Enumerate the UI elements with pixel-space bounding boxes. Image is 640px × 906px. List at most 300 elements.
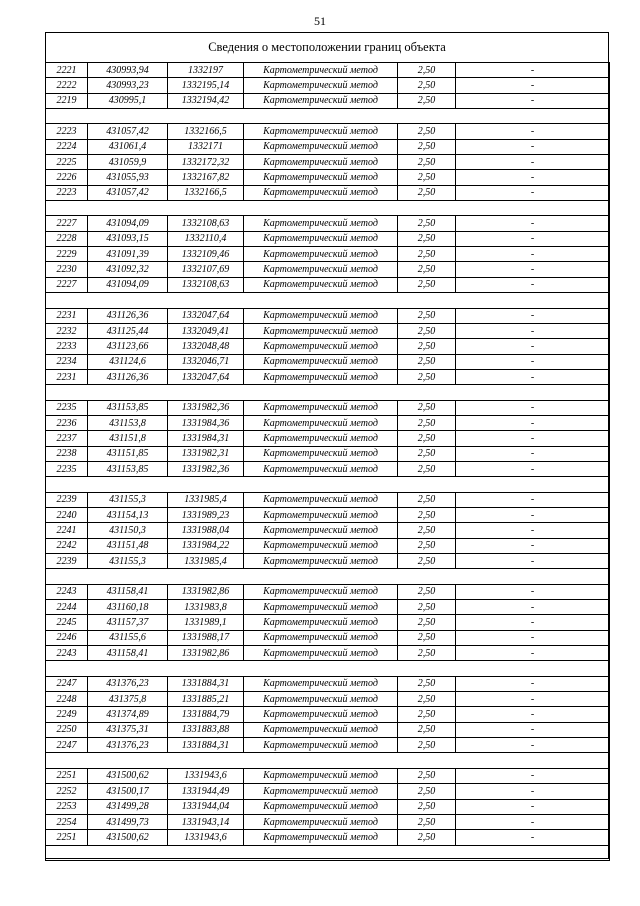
method-cell: Картометрический метод xyxy=(244,155,398,170)
description-cell: - xyxy=(456,676,610,691)
point-number-cell: 2251 xyxy=(46,768,88,783)
group-separator-row xyxy=(46,477,610,492)
separator-cell xyxy=(168,753,244,768)
x-coordinate-cell: 431061,4 xyxy=(88,139,168,154)
group-separator-row xyxy=(46,753,610,768)
table-row xyxy=(46,461,610,476)
method-cell: Картометрический метод xyxy=(244,339,398,354)
point-number-cell: 2245 xyxy=(46,615,88,630)
accuracy-cell: 2,50 xyxy=(398,231,456,246)
description-cell: - xyxy=(456,584,610,599)
table-row xyxy=(46,692,610,707)
boundary-coordinates-table xyxy=(45,62,610,861)
x-coordinate-cell: 431157,37 xyxy=(88,615,168,630)
separator-cell xyxy=(88,569,168,584)
x-coordinate-cell: 431153,85 xyxy=(88,461,168,476)
method-cell: Картометрический метод xyxy=(244,630,398,645)
separator-cell xyxy=(398,753,456,768)
table-row xyxy=(46,768,610,783)
accuracy-cell: 2,50 xyxy=(398,247,456,262)
x-coordinate-cell: 431375,31 xyxy=(88,722,168,737)
y-coordinate-cell: 1331985,4 xyxy=(168,492,244,507)
point-number-cell: 2253 xyxy=(46,799,88,814)
x-coordinate-cell: 431153,8 xyxy=(88,415,168,430)
x-coordinate-cell: 431376,23 xyxy=(88,676,168,691)
point-number-cell: 2247 xyxy=(46,676,88,691)
method-cell: Картометрический метод xyxy=(244,170,398,185)
method-cell: Картометрический метод xyxy=(244,446,398,461)
point-number-cell: 2223 xyxy=(46,185,88,200)
y-coordinate-cell: 1332110,4 xyxy=(168,231,244,246)
accuracy-cell: 2,50 xyxy=(398,262,456,277)
y-coordinate-cell: 1332048,48 xyxy=(168,339,244,354)
separator-cell xyxy=(168,293,244,308)
separator-cell xyxy=(398,845,456,860)
method-cell: Картометрический метод xyxy=(244,277,398,292)
separator-cell xyxy=(244,109,398,124)
accuracy-cell: 2,50 xyxy=(398,78,456,93)
accuracy-cell: 2,50 xyxy=(398,216,456,231)
x-coordinate-cell: 430993,94 xyxy=(88,63,168,78)
point-number-cell: 2231 xyxy=(46,308,88,323)
y-coordinate-cell: 1331984,31 xyxy=(168,431,244,446)
description-cell: - xyxy=(456,799,610,814)
table-row xyxy=(46,615,610,630)
point-number-cell: 2240 xyxy=(46,507,88,522)
accuracy-cell: 2,50 xyxy=(398,507,456,522)
x-coordinate-cell: 431500,62 xyxy=(88,830,168,845)
table-row xyxy=(46,185,610,200)
table-row xyxy=(46,722,610,737)
description-cell: - xyxy=(456,461,610,476)
accuracy-cell: 2,50 xyxy=(398,155,456,170)
method-cell: Картометрический метод xyxy=(244,600,398,615)
method-cell: Картометрический метод xyxy=(244,93,398,108)
separator-cell xyxy=(398,109,456,124)
separator-cell xyxy=(456,385,610,400)
point-number-cell: 2230 xyxy=(46,262,88,277)
point-number-cell: 2231 xyxy=(46,369,88,384)
x-coordinate-cell: 431126,36 xyxy=(88,369,168,384)
point-number-cell: 2222 xyxy=(46,78,88,93)
method-cell: Картометрический метод xyxy=(244,523,398,538)
point-number-cell: 2232 xyxy=(46,323,88,338)
y-coordinate-cell: 1332108,63 xyxy=(168,216,244,231)
y-coordinate-cell: 1331984,22 xyxy=(168,538,244,553)
method-cell: Картометрический метод xyxy=(244,584,398,599)
y-coordinate-cell: 1331982,86 xyxy=(168,646,244,661)
description-cell: - xyxy=(456,738,610,753)
y-coordinate-cell: 1332107,69 xyxy=(168,262,244,277)
separator-cell xyxy=(456,477,610,492)
separator-cell xyxy=(244,569,398,584)
accuracy-cell: 2,50 xyxy=(398,738,456,753)
method-cell: Картометрический метод xyxy=(244,707,398,722)
group-separator-row xyxy=(46,109,610,124)
description-cell: - xyxy=(456,185,610,200)
point-number-cell: 2246 xyxy=(46,630,88,645)
point-number-cell: 2242 xyxy=(46,538,88,553)
accuracy-cell: 2,50 xyxy=(398,415,456,430)
description-cell: - xyxy=(456,431,610,446)
x-coordinate-cell: 431124,6 xyxy=(88,354,168,369)
y-coordinate-cell: 1332167,82 xyxy=(168,170,244,185)
accuracy-cell: 2,50 xyxy=(398,722,456,737)
description-cell: - xyxy=(456,784,610,799)
table-row xyxy=(46,814,610,829)
table-row xyxy=(46,124,610,139)
separator-cell xyxy=(398,201,456,216)
description-cell: - xyxy=(456,446,610,461)
description-cell: - xyxy=(456,615,610,630)
x-coordinate-cell: 431093,15 xyxy=(88,231,168,246)
accuracy-cell: 2,50 xyxy=(398,554,456,569)
separator-cell xyxy=(456,293,610,308)
separator-cell xyxy=(244,293,398,308)
description-cell: - xyxy=(456,78,610,93)
y-coordinate-cell: 1331985,4 xyxy=(168,554,244,569)
separator-cell xyxy=(398,477,456,492)
method-cell: Картометрический метод xyxy=(244,692,398,707)
separator-cell xyxy=(244,385,398,400)
point-number-cell: 2247 xyxy=(46,738,88,753)
accuracy-cell: 2,50 xyxy=(398,170,456,185)
separator-cell xyxy=(456,201,610,216)
point-number-cell: 2234 xyxy=(46,354,88,369)
x-coordinate-cell: 431375,8 xyxy=(88,692,168,707)
y-coordinate-cell: 1332195,14 xyxy=(168,78,244,93)
x-coordinate-cell: 430995,1 xyxy=(88,93,168,108)
method-cell: Картометрический метод xyxy=(244,308,398,323)
point-number-cell: 2228 xyxy=(46,231,88,246)
description-cell: - xyxy=(456,247,610,262)
x-coordinate-cell: 431499,73 xyxy=(88,814,168,829)
x-coordinate-cell: 431153,85 xyxy=(88,400,168,415)
y-coordinate-cell: 1331944,04 xyxy=(168,799,244,814)
x-coordinate-cell: 431091,39 xyxy=(88,247,168,262)
x-coordinate-cell: 431155,3 xyxy=(88,492,168,507)
method-cell: Картометрический метод xyxy=(244,738,398,753)
coordinates-table-body xyxy=(46,63,610,861)
description-cell: - xyxy=(456,692,610,707)
method-cell: Картометрический метод xyxy=(244,461,398,476)
method-cell: Картометрический метод xyxy=(244,323,398,338)
group-separator-row xyxy=(46,661,610,676)
description-cell: - xyxy=(456,262,610,277)
separator-cell xyxy=(244,661,398,676)
group-separator-row xyxy=(46,385,610,400)
table-row xyxy=(46,492,610,507)
y-coordinate-cell: 1332108,63 xyxy=(168,277,244,292)
table-row xyxy=(46,78,610,93)
separator-cell xyxy=(168,201,244,216)
method-cell: Картометрический метод xyxy=(244,262,398,277)
y-coordinate-cell: 1331885,21 xyxy=(168,692,244,707)
description-cell: - xyxy=(456,554,610,569)
accuracy-cell: 2,50 xyxy=(398,63,456,78)
method-cell: Картометрический метод xyxy=(244,415,398,430)
x-coordinate-cell: 431374,89 xyxy=(88,707,168,722)
description-cell: - xyxy=(456,308,610,323)
table-row xyxy=(46,523,610,538)
x-coordinate-cell: 431092,32 xyxy=(88,262,168,277)
method-cell: Картометрический метод xyxy=(244,799,398,814)
separator-cell xyxy=(88,385,168,400)
separator-cell xyxy=(88,109,168,124)
method-cell: Картометрический метод xyxy=(244,768,398,783)
separator-cell xyxy=(398,293,456,308)
table-row xyxy=(46,400,610,415)
table-row xyxy=(46,538,610,553)
y-coordinate-cell: 1332171 xyxy=(168,139,244,154)
accuracy-cell: 2,50 xyxy=(398,707,456,722)
separator-cell xyxy=(88,845,168,860)
method-cell: Картометрический метод xyxy=(244,554,398,569)
description-cell: - xyxy=(456,170,610,185)
description-cell: - xyxy=(456,339,610,354)
separator-cell xyxy=(168,845,244,860)
method-cell: Картометрический метод xyxy=(244,492,398,507)
method-cell: Картометрический метод xyxy=(244,185,398,200)
point-number-cell: 2229 xyxy=(46,247,88,262)
table-row xyxy=(46,339,610,354)
y-coordinate-cell: 1331943,14 xyxy=(168,814,244,829)
table-row xyxy=(46,216,610,231)
description-cell: - xyxy=(456,600,610,615)
description-cell: - xyxy=(456,354,610,369)
y-coordinate-cell: 1332049,41 xyxy=(168,323,244,338)
x-coordinate-cell: 431158,41 xyxy=(88,646,168,661)
x-coordinate-cell: 431160,18 xyxy=(88,600,168,615)
table-row xyxy=(46,446,610,461)
separator-cell xyxy=(88,293,168,308)
point-number-cell: 2248 xyxy=(46,692,88,707)
separator-cell xyxy=(244,845,398,860)
accuracy-cell: 2,50 xyxy=(398,523,456,538)
accuracy-cell: 2,50 xyxy=(398,185,456,200)
separator-cell xyxy=(46,293,88,308)
separator-cell xyxy=(398,569,456,584)
accuracy-cell: 2,50 xyxy=(398,93,456,108)
y-coordinate-cell: 1331984,36 xyxy=(168,415,244,430)
separator-cell xyxy=(46,569,88,584)
y-coordinate-cell: 1331943,6 xyxy=(168,768,244,783)
y-coordinate-cell: 1331884,31 xyxy=(168,676,244,691)
method-cell: Картометрический метод xyxy=(244,78,398,93)
description-cell: - xyxy=(456,538,610,553)
accuracy-cell: 2,50 xyxy=(398,692,456,707)
y-coordinate-cell: 1332194,42 xyxy=(168,93,244,108)
point-number-cell: 2243 xyxy=(46,584,88,599)
y-coordinate-cell: 1332047,64 xyxy=(168,369,244,384)
accuracy-cell: 2,50 xyxy=(398,676,456,691)
point-number-cell: 2224 xyxy=(46,139,88,154)
table-row xyxy=(46,170,610,185)
method-cell: Картометрический метод xyxy=(244,538,398,553)
y-coordinate-cell: 1331982,36 xyxy=(168,400,244,415)
table-row xyxy=(46,676,610,691)
y-coordinate-cell: 1331988,17 xyxy=(168,630,244,645)
method-cell: Картометрический метод xyxy=(244,231,398,246)
table-row xyxy=(46,63,610,78)
separator-cell xyxy=(168,661,244,676)
accuracy-cell: 2,50 xyxy=(398,431,456,446)
method-cell: Картометрический метод xyxy=(244,676,398,691)
x-coordinate-cell: 431126,36 xyxy=(88,308,168,323)
x-coordinate-cell: 431151,48 xyxy=(88,538,168,553)
y-coordinate-cell: 1331944,49 xyxy=(168,784,244,799)
separator-cell xyxy=(46,109,88,124)
accuracy-cell: 2,50 xyxy=(398,538,456,553)
accuracy-cell: 2,50 xyxy=(398,277,456,292)
point-number-cell: 2239 xyxy=(46,492,88,507)
point-number-cell: 2219 xyxy=(46,93,88,108)
table-row xyxy=(46,830,610,845)
description-cell: - xyxy=(456,369,610,384)
method-cell: Картометрический метод xyxy=(244,830,398,845)
separator-cell xyxy=(46,385,88,400)
x-coordinate-cell: 431057,42 xyxy=(88,124,168,139)
table-row xyxy=(46,231,610,246)
method-cell: Картометрический метод xyxy=(244,784,398,799)
y-coordinate-cell: 1332046,71 xyxy=(168,354,244,369)
table-row xyxy=(46,738,610,753)
x-coordinate-cell: 431499,28 xyxy=(88,799,168,814)
x-coordinate-cell: 431151,85 xyxy=(88,446,168,461)
description-cell: - xyxy=(456,124,610,139)
separator-cell xyxy=(88,477,168,492)
separator-cell xyxy=(244,477,398,492)
accuracy-cell: 2,50 xyxy=(398,139,456,154)
table-row xyxy=(46,507,610,522)
y-coordinate-cell: 1331982,36 xyxy=(168,461,244,476)
point-number-cell: 2223 xyxy=(46,124,88,139)
accuracy-cell: 2,50 xyxy=(398,630,456,645)
table-row xyxy=(46,630,610,645)
description-cell: - xyxy=(456,231,610,246)
y-coordinate-cell: 1331988,04 xyxy=(168,523,244,538)
point-number-cell: 2227 xyxy=(46,216,88,231)
x-coordinate-cell: 431376,23 xyxy=(88,738,168,753)
table-row xyxy=(46,784,610,799)
y-coordinate-cell: 1332166,5 xyxy=(168,124,244,139)
table-row xyxy=(46,308,610,323)
separator-cell xyxy=(88,201,168,216)
accuracy-cell: 2,50 xyxy=(398,461,456,476)
table-row xyxy=(46,584,610,599)
y-coordinate-cell: 1331884,31 xyxy=(168,738,244,753)
point-number-cell: 2237 xyxy=(46,431,88,446)
point-number-cell: 2250 xyxy=(46,722,88,737)
method-cell: Картометрический метод xyxy=(244,431,398,446)
method-cell: Картометрический метод xyxy=(244,369,398,384)
separator-cell xyxy=(46,201,88,216)
x-coordinate-cell: 431151,8 xyxy=(88,431,168,446)
accuracy-cell: 2,50 xyxy=(398,339,456,354)
y-coordinate-cell: 1331943,6 xyxy=(168,830,244,845)
y-coordinate-cell: 1331884,79 xyxy=(168,707,244,722)
table-row xyxy=(46,247,610,262)
separator-cell xyxy=(88,753,168,768)
x-coordinate-cell: 431150,3 xyxy=(88,523,168,538)
point-number-cell: 2233 xyxy=(46,339,88,354)
point-number-cell: 2243 xyxy=(46,646,88,661)
separator-cell xyxy=(456,109,610,124)
method-cell: Картометрический метод xyxy=(244,216,398,231)
x-coordinate-cell: 431500,62 xyxy=(88,768,168,783)
table-row xyxy=(46,93,610,108)
table-row xyxy=(46,431,610,446)
separator-cell xyxy=(168,477,244,492)
description-cell: - xyxy=(456,492,610,507)
description-cell: - xyxy=(456,216,610,231)
method-cell: Картометрический метод xyxy=(244,124,398,139)
x-coordinate-cell: 431154,13 xyxy=(88,507,168,522)
x-coordinate-cell: 431057,42 xyxy=(88,185,168,200)
table-row xyxy=(46,323,610,338)
table-row xyxy=(46,415,610,430)
accuracy-cell: 2,50 xyxy=(398,308,456,323)
separator-cell xyxy=(168,569,244,584)
accuracy-cell: 2,50 xyxy=(398,646,456,661)
y-coordinate-cell: 1332197 xyxy=(168,63,244,78)
method-cell: Картометрический метод xyxy=(244,814,398,829)
table-row xyxy=(46,707,610,722)
point-number-cell: 2235 xyxy=(46,400,88,415)
accuracy-cell: 2,50 xyxy=(398,323,456,338)
table-row xyxy=(46,600,610,615)
y-coordinate-cell: 1331989,1 xyxy=(168,615,244,630)
y-coordinate-cell: 1332166,5 xyxy=(168,185,244,200)
description-cell: - xyxy=(456,415,610,430)
accuracy-cell: 2,50 xyxy=(398,799,456,814)
y-coordinate-cell: 1331989,23 xyxy=(168,507,244,522)
table-row xyxy=(46,369,610,384)
method-cell: Картометрический метод xyxy=(244,400,398,415)
x-coordinate-cell: 431125,44 xyxy=(88,323,168,338)
table-row xyxy=(46,139,610,154)
accuracy-cell: 2,50 xyxy=(398,354,456,369)
x-coordinate-cell: 431500,17 xyxy=(88,784,168,799)
method-cell: Картометрический метод xyxy=(244,354,398,369)
description-cell: - xyxy=(456,768,610,783)
y-coordinate-cell: 1332109,46 xyxy=(168,247,244,262)
accuracy-cell: 2,50 xyxy=(398,814,456,829)
separator-cell xyxy=(456,753,610,768)
x-coordinate-cell: 431158,41 xyxy=(88,584,168,599)
method-cell: Картометрический метод xyxy=(244,139,398,154)
method-cell: Картометрический метод xyxy=(244,722,398,737)
x-coordinate-cell: 431055,93 xyxy=(88,170,168,185)
accuracy-cell: 2,50 xyxy=(398,584,456,599)
point-number-cell: 2241 xyxy=(46,523,88,538)
group-separator-row xyxy=(46,293,610,308)
point-number-cell: 2249 xyxy=(46,707,88,722)
accuracy-cell: 2,50 xyxy=(398,600,456,615)
point-number-cell: 2252 xyxy=(46,784,88,799)
accuracy-cell: 2,50 xyxy=(398,369,456,384)
description-cell: - xyxy=(456,63,610,78)
x-coordinate-cell: 431155,6 xyxy=(88,630,168,645)
accuracy-cell: 2,50 xyxy=(398,784,456,799)
method-cell: Картометрический метод xyxy=(244,247,398,262)
description-cell: - xyxy=(456,400,610,415)
description-cell: - xyxy=(456,722,610,737)
description-cell: - xyxy=(456,630,610,645)
table-row xyxy=(46,554,610,569)
separator-cell xyxy=(456,845,610,860)
accuracy-cell: 2,50 xyxy=(398,830,456,845)
